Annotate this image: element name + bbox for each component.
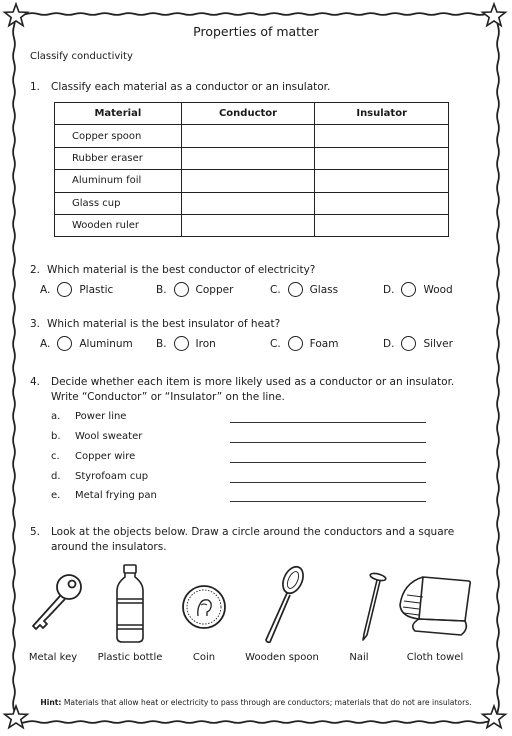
material-cell: Aluminum foil: [55, 170, 182, 192]
answer-bubble[interactable]: [288, 336, 303, 351]
q4-text-line1: Decide whether each item is more likely used as a conductor or an insulator.: [51, 376, 455, 388]
material-cell: Rubber eraser: [55, 147, 182, 169]
corner-star-top-right: [483, 4, 506, 26]
option-text: Aluminum: [79, 337, 133, 350]
q4-item-text: Styrofoam cup: [75, 471, 149, 482]
answer-bubble[interactable]: [57, 336, 72, 351]
q4-item-letter: e.: [51, 490, 61, 501]
corner-star-bottom-right: [483, 706, 506, 728]
insulator-answer-cell[interactable]: [315, 214, 449, 236]
key-icon[interactable]: [25, 570, 87, 642]
answer-line[interactable]: [230, 422, 426, 423]
conductor-answer-cell[interactable]: [181, 125, 315, 147]
q2-option-b[interactable]: [156, 282, 233, 297]
q2-option-d[interactable]: [383, 282, 453, 297]
object-label: Cloth towel: [406, 652, 464, 663]
option-text: Foam: [309, 337, 339, 350]
table-row: [55, 170, 449, 192]
header-insulator: Insulator: [315, 103, 449, 125]
q5-text-line1: Look at the objects below. Draw a circle around the conductors and a square: [51, 526, 455, 538]
option-letter: C.: [270, 283, 281, 296]
table-header-row: [55, 103, 449, 125]
answer-bubble[interactable]: [288, 282, 303, 297]
q4-item-text: Metal frying pan: [75, 490, 157, 501]
table-row: [55, 192, 449, 214]
section-subtitle: Classify conductivity: [30, 51, 133, 62]
insulator-answer-cell[interactable]: [315, 192, 449, 214]
q4-item-letter: a.: [51, 411, 61, 422]
conductor-answer-cell[interactable]: [181, 192, 315, 214]
answer-bubble[interactable]: [174, 336, 189, 351]
bottle-icon[interactable]: [112, 563, 148, 645]
table-row: [55, 125, 449, 147]
object-label: Coin: [192, 652, 216, 663]
table-row: [55, 214, 449, 236]
option-letter: A.: [40, 283, 51, 296]
header-material: Material: [55, 103, 182, 125]
answer-line[interactable]: [230, 442, 426, 443]
header-conductor: Conductor: [181, 103, 315, 125]
q4-number: 4.: [30, 376, 41, 388]
option-letter: D.: [383, 283, 395, 296]
material-cell: Copper spoon: [55, 125, 182, 147]
hint-text: [0, 698, 512, 707]
option-text: Wood: [423, 283, 453, 296]
option-text: Glass: [309, 283, 339, 296]
q4-item-letter: b.: [51, 431, 61, 442]
q3-option-c[interactable]: [270, 336, 338, 351]
q3-text: Which material is the best insulator of heat?: [47, 318, 281, 330]
classification-table: [54, 102, 449, 237]
q4-item-text: Copper wire: [75, 451, 136, 462]
answer-line[interactable]: [230, 501, 426, 502]
hint-label: Hint:: [40, 698, 62, 707]
q3-option-b[interactable]: [156, 336, 216, 351]
option-text: Iron: [195, 337, 216, 350]
conductor-answer-cell[interactable]: [181, 147, 315, 169]
q2-option-c[interactable]: [270, 282, 338, 297]
object-label: Wooden spoon: [245, 652, 319, 663]
insulator-answer-cell[interactable]: [315, 170, 449, 192]
q4-text-line2: Write “Conductor” or “Insulator” on the line.: [51, 391, 285, 403]
q2-text: Which material is the best conductor of electricity?: [47, 264, 316, 276]
answer-bubble[interactable]: [401, 336, 416, 351]
q1-number: 1.: [30, 81, 41, 93]
corner-star-bottom-left: [5, 706, 28, 728]
nail-icon[interactable]: [355, 572, 391, 642]
option-letter: A.: [40, 337, 51, 350]
q4-item-letter: c.: [51, 451, 60, 462]
option-letter: B.: [156, 337, 167, 350]
q5-number: 5.: [30, 526, 41, 538]
towel-icon[interactable]: [395, 573, 475, 641]
insulator-answer-cell[interactable]: [315, 125, 449, 147]
q4-item-text: Power line: [75, 411, 127, 422]
option-text: Copper: [195, 283, 234, 296]
answer-bubble[interactable]: [57, 282, 72, 297]
material-cell: Wooden ruler: [55, 214, 182, 236]
answer-line[interactable]: [230, 482, 426, 483]
insulator-answer-cell[interactable]: [315, 147, 449, 169]
option-letter: D.: [383, 337, 395, 350]
object-label: Plastic bottle: [97, 652, 163, 663]
coin-icon[interactable]: [180, 583, 228, 631]
q2-number: 2.: [30, 264, 41, 276]
q2-option-a[interactable]: [40, 282, 113, 297]
page-title: Properties of matter: [193, 24, 319, 39]
answer-line[interactable]: [230, 462, 426, 463]
q4-item-text: Wool sweater: [75, 431, 143, 442]
option-text: Silver: [423, 337, 453, 350]
q5-text-line2: around the insulators.: [51, 541, 167, 553]
q1-text: Classify each material as a conductor or an insulator.: [51, 81, 331, 93]
spoon-icon[interactable]: [258, 564, 308, 646]
q3-number: 3.: [30, 318, 41, 330]
option-text: Plastic: [79, 283, 114, 296]
corner-star-top-left: [5, 4, 28, 26]
object-label: Nail: [349, 652, 369, 663]
answer-bubble[interactable]: [401, 282, 416, 297]
option-letter: C.: [270, 337, 281, 350]
hint-body: Materials that allow heat or electricity to pass through are conductors; materials that do not are insulators.: [63, 698, 472, 707]
answer-bubble[interactable]: [174, 282, 189, 297]
q4-item-letter: d.: [51, 471, 61, 482]
table-row: [55, 147, 449, 169]
conductor-answer-cell[interactable]: [181, 170, 315, 192]
object-label: Metal key: [28, 652, 78, 663]
conductor-answer-cell[interactable]: [181, 214, 315, 236]
material-cell: Glass cup: [55, 192, 182, 214]
q3-option-d[interactable]: [383, 336, 453, 351]
option-letter: B.: [156, 283, 167, 296]
q3-option-a[interactable]: [40, 336, 133, 351]
